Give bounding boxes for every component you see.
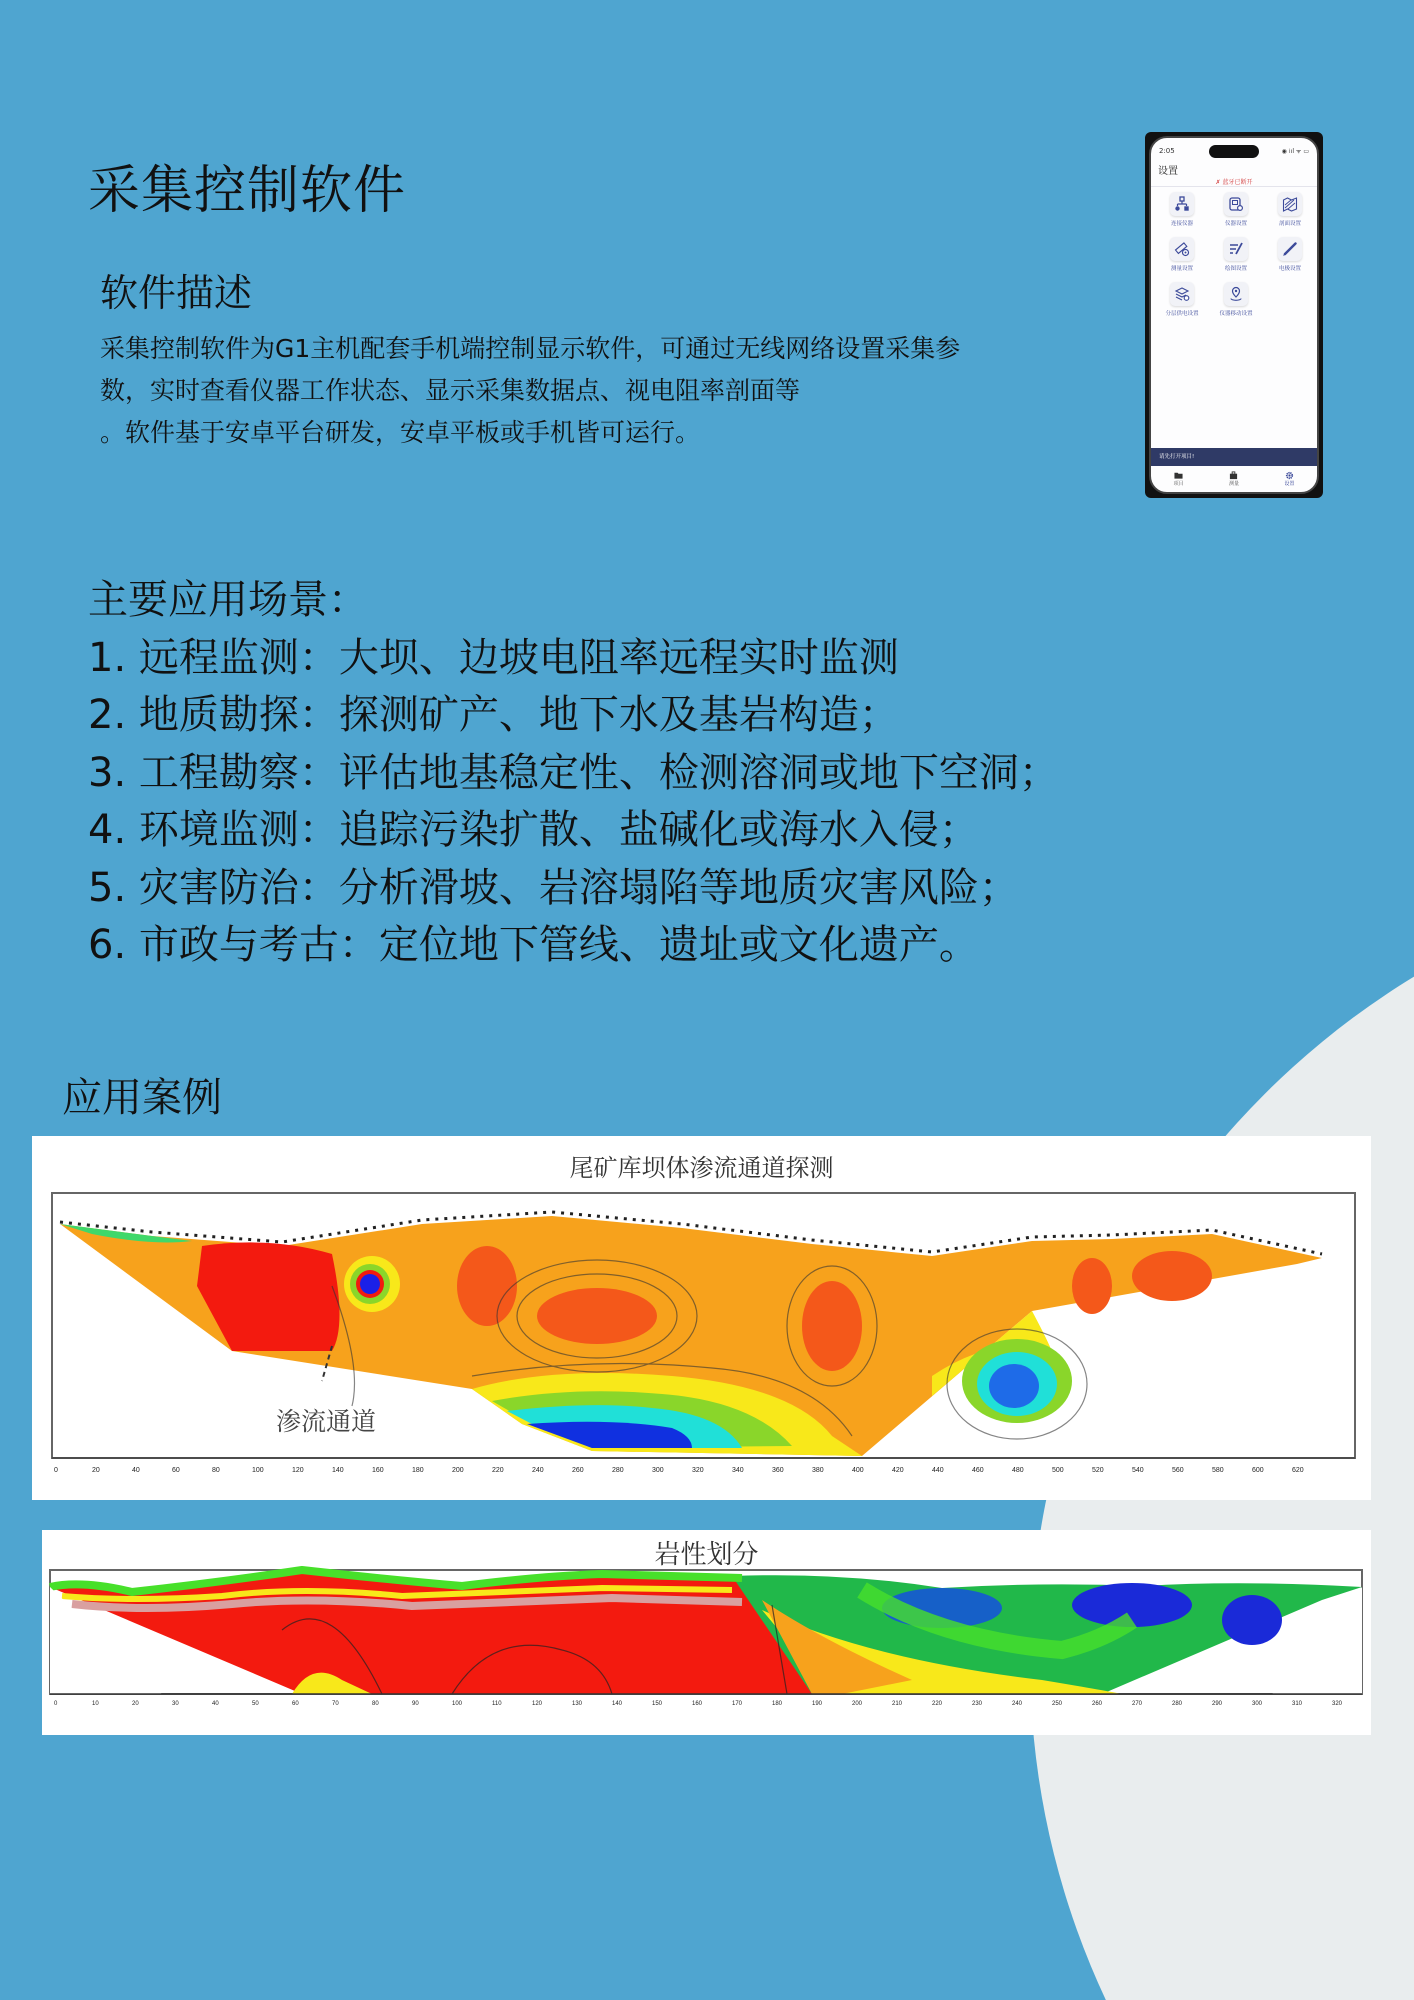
svg-text:160: 160: [692, 1701, 703, 1707]
svg-text:120: 120: [292, 1467, 304, 1474]
ruler-gear-icon: [1170, 237, 1194, 261]
svg-text:200: 200: [452, 1467, 464, 1474]
svg-text:110: 110: [492, 1701, 502, 1707]
svg-text:360: 360: [772, 1467, 784, 1474]
svg-text:230: 230: [972, 1701, 983, 1707]
tab-measure[interactable]: 测量: [1229, 471, 1239, 487]
svg-text:600: 600: [1252, 1467, 1264, 1474]
svg-text:580: 580: [1212, 1467, 1224, 1474]
svg-text:280: 280: [612, 1467, 624, 1474]
scenario-item: 3. 工程勘察：评估地基稳定性、检测溶洞或地下空洞；: [88, 749, 1059, 796]
svg-text:140: 140: [612, 1701, 623, 1707]
svg-text:200: 200: [852, 1701, 863, 1707]
svg-text:10: 10: [92, 1701, 99, 1707]
svg-text:380: 380: [812, 1467, 824, 1474]
status-time: 2:05: [1159, 147, 1175, 155]
scenario-item: 6. 市政与考古：定位地下管线、遗址或文化遗产。: [88, 922, 979, 968]
svg-text:20: 20: [132, 1701, 139, 1707]
drawing-icon: [1224, 237, 1248, 261]
svg-text:100: 100: [452, 1701, 463, 1707]
description-line: 采集控制软件为G1主机配套手机端控制显示软件，可通过无线网络设置采集参: [100, 334, 961, 363]
svg-text:180: 180: [412, 1467, 424, 1474]
svg-text:80: 80: [212, 1467, 220, 1474]
svg-text:400: 400: [852, 1467, 864, 1474]
svg-text:220: 220: [492, 1467, 504, 1474]
svg-text:520: 520: [1092, 1467, 1104, 1474]
description-line: 数，实时查看仪器工作状态、显示采集数据点、视电阻率剖面等: [100, 376, 801, 405]
case-icon: [1229, 471, 1238, 480]
svg-text:260: 260: [572, 1467, 584, 1474]
case-image-seepage: [32, 1136, 1371, 1500]
svg-text:290: 290: [1212, 1701, 1223, 1707]
application-scenarios: [88, 572, 1059, 975]
page-title: 采集控制软件: [88, 161, 407, 221]
scenario-item: 1. 远程监测：大坝、边坡电阻率远程实时监测: [88, 634, 899, 681]
svg-text:30: 30: [172, 1701, 179, 1707]
description-heading: 软件描述: [100, 271, 253, 315]
bluetooth-status: ✗ 蓝牙已断开: [1215, 179, 1253, 186]
screen-title: 设置: [1158, 166, 1178, 177]
svg-text:620: 620: [1292, 1467, 1304, 1474]
gear-icon: [1285, 471, 1294, 480]
scenarios-heading: 主要应用场景：: [88, 577, 368, 623]
svg-text:170: 170: [732, 1701, 743, 1707]
svg-text:120: 120: [532, 1701, 543, 1707]
svg-text:130: 130: [572, 1701, 583, 1707]
svg-text:280: 280: [1172, 1701, 1183, 1707]
svg-text:240: 240: [532, 1467, 544, 1474]
header-divider: [1151, 186, 1317, 187]
svg-text:480: 480: [1012, 1467, 1024, 1474]
settings-item-layered-power[interactable]: 分层供电设置: [1155, 282, 1209, 317]
bluetooth-off-icon: ✗: [1215, 179, 1223, 186]
svg-text:240: 240: [1012, 1701, 1023, 1707]
section-divider: [524, 525, 1414, 529]
case1-title: 尾矿库坝体渗流通道探测: [569, 1154, 834, 1182]
svg-text:340: 340: [732, 1467, 744, 1474]
scenario-item: 4. 环境监测：追踪污染扩散、盐碱化或海水入侵；: [88, 807, 979, 853]
svg-text:310: 310: [1292, 1701, 1303, 1707]
settings-item-drawing[interactable]: 绘图设置: [1209, 237, 1263, 272]
svg-text:500: 500: [1052, 1467, 1064, 1474]
svg-text:440: 440: [932, 1467, 944, 1474]
svg-text:0: 0: [54, 1467, 58, 1474]
svg-text:140: 140: [332, 1467, 344, 1474]
layers-icon: [1170, 282, 1194, 306]
settings-item-connect[interactable]: 连接仪器: [1155, 192, 1209, 227]
scenario-item: 2. 地质勘探：探测矿产、地下水及基岩构造；: [88, 692, 899, 738]
settings-item-electrode[interactable]: 电极设置: [1263, 237, 1317, 272]
svg-text:260: 260: [1092, 1701, 1103, 1707]
phone-notch: [1209, 145, 1259, 158]
seepage-annotation: 渗流通道: [276, 1407, 377, 1436]
svg-text:40: 40: [132, 1467, 140, 1474]
svg-text:460: 460: [972, 1467, 984, 1474]
svg-text:300: 300: [1252, 1701, 1263, 1707]
settings-grid: [1155, 192, 1317, 317]
svg-text:0: 0: [54, 1701, 58, 1707]
svg-text:180: 180: [772, 1701, 783, 1707]
phone-screen: [1149, 136, 1319, 494]
svg-text:40: 40: [212, 1701, 219, 1707]
electrode-icon: [1278, 237, 1302, 261]
open-project-banner: 请先打开项目!: [1151, 448, 1317, 466]
svg-text:50: 50: [252, 1701, 259, 1707]
resistivity-section-image: [32, 1136, 1371, 1500]
svg-text:560: 560: [1172, 1467, 1184, 1474]
location-icon: [1224, 282, 1248, 306]
device-settings-icon: [1224, 192, 1248, 216]
status-icons: ◉ ⁞ıl ᯤ ▭: [1281, 148, 1309, 155]
svg-text:60: 60: [292, 1701, 299, 1707]
svg-text:320: 320: [1332, 1701, 1343, 1707]
case-image-lithology: [42, 1530, 1371, 1735]
settings-item-move[interactable]: 仪器移动设置: [1209, 282, 1263, 317]
tab-project[interactable]: 项目: [1174, 471, 1184, 487]
case2-title: 岩性划分: [654, 1540, 759, 1570]
svg-text:90: 90: [412, 1701, 419, 1707]
description-line: 。软件基于安卓平台研发，安卓平板或手机皆可运行。: [100, 418, 701, 447]
svg-text:250: 250: [1052, 1701, 1063, 1707]
svg-text:60: 60: [172, 1467, 180, 1474]
svg-text:70: 70: [332, 1701, 339, 1707]
svg-text:420: 420: [892, 1467, 904, 1474]
svg-text:80: 80: [372, 1701, 379, 1707]
svg-text:210: 210: [892, 1701, 903, 1707]
svg-text:220: 220: [932, 1701, 943, 1707]
svg-text:150: 150: [652, 1701, 663, 1707]
network-icon: [1170, 192, 1194, 216]
settings-item-measure[interactable]: 测量设置: [1155, 237, 1209, 272]
scenario-item: 5. 灾害防治：分析滑坡、岩溶塌陷等地质灾害风险；: [88, 864, 1019, 911]
bottom-tab-bar: [1151, 466, 1317, 492]
svg-text:100: 100: [252, 1467, 264, 1474]
phone-mockup: [1145, 132, 1323, 498]
tab-settings[interactable]: 设置: [1284, 471, 1294, 487]
folder-icon: [1174, 471, 1183, 480]
svg-text:270: 270: [1132, 1701, 1143, 1707]
svg-text:540: 540: [1132, 1467, 1144, 1474]
settings-item-device[interactable]: 仪器设置: [1209, 192, 1263, 227]
description-body: [100, 328, 1130, 454]
svg-text:20: 20: [92, 1467, 100, 1474]
svg-text:320: 320: [692, 1467, 704, 1474]
svg-text:300: 300: [652, 1467, 664, 1474]
cases-heading: 应用案例: [62, 1075, 222, 1121]
settings-item-profile[interactable]: 剖面设置: [1263, 192, 1317, 227]
svg-text:160: 160: [372, 1467, 384, 1474]
svg-text:190: 190: [812, 1701, 823, 1707]
profile-icon: [1278, 192, 1302, 216]
